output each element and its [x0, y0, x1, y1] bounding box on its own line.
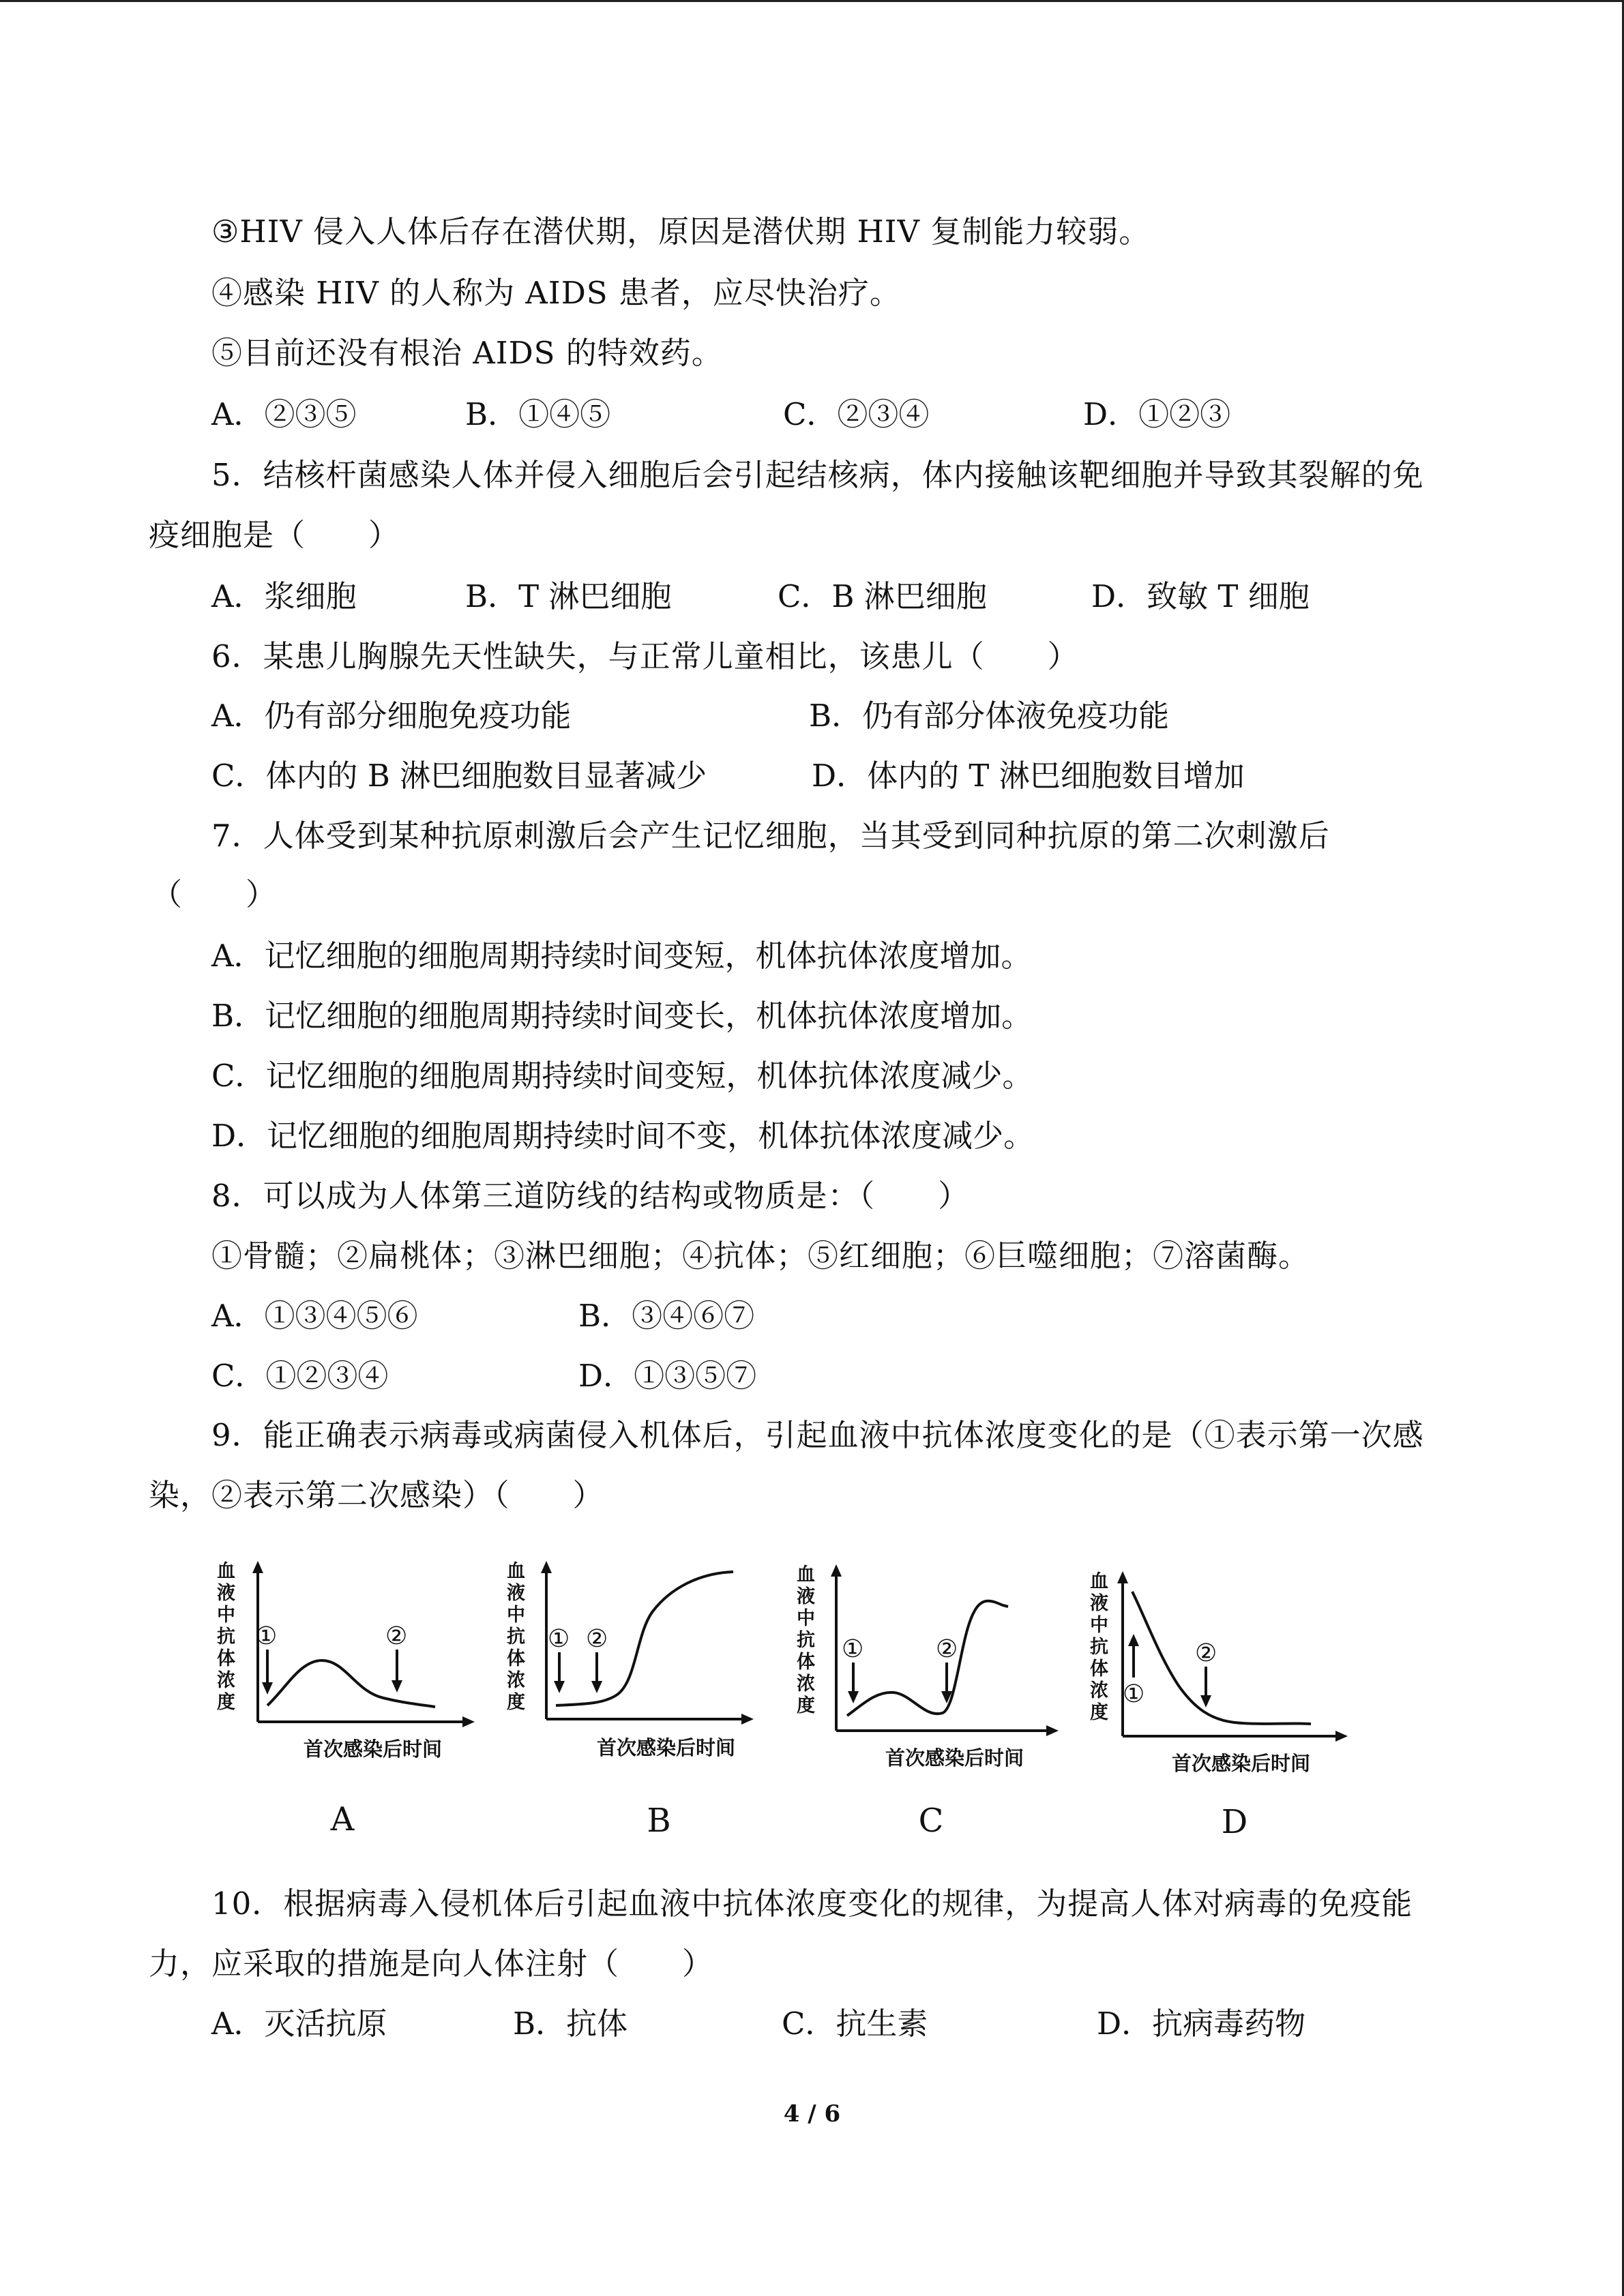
q4-option-d[interactable]: D．①②③	[1083, 396, 1231, 432]
x-axis-label: 首次感染后时间	[597, 1736, 736, 1759]
svg-text:抗: 抗	[797, 1630, 815, 1651]
first-infection-mark: ①	[1123, 1680, 1145, 1708]
q5-stem-line2: 疫细胞是（ ）	[149, 517, 400, 553]
second-infection-mark: ②	[385, 1622, 408, 1650]
page-top-border	[0, 0, 1624, 2]
svg-text:液: 液	[217, 1583, 235, 1604]
q5-option-a[interactable]: A．浆细胞	[211, 578, 357, 614]
svg-text:血: 血	[1090, 1571, 1108, 1592]
svg-text:体: 体	[507, 1648, 525, 1669]
y-axis-label	[507, 1561, 525, 1713]
svg-text:浓: 浓	[1090, 1680, 1108, 1701]
q6-stem: 6．某患儿胸腺先天性缺失，与正常儿童相比，该患儿（ ）	[211, 638, 1079, 674]
q8-option-b[interactable]: B．③④⑥⑦	[578, 1298, 755, 1334]
graph-b-figure	[501, 1558, 767, 1776]
down-arrow-head-icon	[591, 1681, 602, 1693]
graph-b-label: B	[647, 1802, 671, 1840]
svg-text:体: 体	[797, 1652, 815, 1673]
q5-option-d[interactable]: D．致敏 T 细胞	[1091, 578, 1310, 614]
svg-text:血: 血	[507, 1561, 525, 1582]
x-axis-label: 首次感染后时间	[304, 1738, 443, 1761]
graph-a-figure	[211, 1558, 477, 1776]
svg-text:抗: 抗	[507, 1626, 525, 1648]
y-axis-arrow-icon	[252, 1561, 263, 1573]
graph-d-figure	[1084, 1568, 1357, 1787]
q8-option-c[interactable]: C．①②③④	[211, 1358, 389, 1394]
q9-stem-line2: 染，②表示第二次感染）（ ）	[149, 1477, 604, 1513]
q10-option-b[interactable]: B．抗体	[513, 2006, 628, 2042]
down-arrow-head-icon	[392, 1680, 402, 1693]
antibody-curve	[267, 1660, 435, 1707]
q8-option-a[interactable]: A．①③④⑤⑥	[211, 1298, 418, 1334]
q10-option-a[interactable]: A．灭活抗原	[211, 2006, 387, 2042]
q7-option-a[interactable]: A．记忆细胞的细胞周期持续时间变短，机体抗体浓度增加。	[211, 938, 1032, 974]
second-infection-mark: ②	[1195, 1639, 1217, 1667]
q5-option-c[interactable]: C．B 淋巴细胞	[778, 578, 987, 614]
antibody-curve	[847, 1601, 1008, 1716]
svg-text:血: 血	[217, 1561, 235, 1582]
second-infection-mark: ②	[586, 1625, 608, 1653]
svg-text:中: 中	[217, 1605, 235, 1626]
antibody-curve	[556, 1572, 733, 1705]
svg-text:液: 液	[797, 1586, 815, 1607]
first-infection-mark: ①	[255, 1622, 278, 1650]
svg-text:中: 中	[1090, 1615, 1108, 1636]
q6-option-a[interactable]: A．仍有部分细胞免疫功能	[211, 698, 572, 734]
x-axis-arrow-icon	[462, 1716, 475, 1727]
q6-option-b[interactable]: B．仍有部分体液免疫功能	[809, 698, 1170, 734]
x-axis-arrow-icon	[741, 1714, 754, 1725]
q5-option-b[interactable]: B．T 淋巴细胞	[465, 578, 672, 614]
antibody-curve	[1132, 1592, 1311, 1724]
svg-text:液: 液	[507, 1583, 525, 1604]
x-axis-label: 首次感染后时间	[885, 1746, 1024, 1770]
svg-text:体: 体	[1090, 1658, 1108, 1680]
graph-d-label: D	[1221, 1803, 1248, 1841]
y-axis-label	[797, 1564, 815, 1716]
svg-text:度: 度	[217, 1692, 235, 1713]
down-arrow-head-icon	[848, 1691, 859, 1703]
graph-c-figure	[791, 1562, 1064, 1780]
svg-text:度: 度	[507, 1692, 525, 1713]
svg-text:中: 中	[797, 1608, 815, 1629]
first-infection-mark: ①	[842, 1635, 864, 1663]
x-axis-arrow-icon	[1335, 1731, 1348, 1742]
svg-text:抗: 抗	[217, 1626, 235, 1648]
graph-b[interactable]	[501, 1558, 767, 1776]
svg-text:度: 度	[1090, 1702, 1108, 1723]
y-axis-arrow-icon	[831, 1564, 842, 1577]
page-number: 4 / 6	[783, 2100, 841, 2128]
svg-text:抗: 抗	[1090, 1637, 1108, 1658]
q6-option-c[interactable]: C．体内的 B 淋巴细胞数目显著减少	[211, 758, 707, 794]
svg-text:体: 体	[217, 1648, 235, 1669]
y-axis-label	[1090, 1571, 1108, 1723]
x-axis-arrow-icon	[1046, 1725, 1059, 1736]
q4-option-a[interactable]: A．②③⑤	[211, 396, 357, 432]
q10-stem-line1: 10．根据病毒入侵机体后引起血液中抗体浓度变化的规律，为提高人体对病毒的免疫能	[211, 1885, 1413, 1922]
down-arrow-head-icon	[1200, 1695, 1211, 1708]
graph-c[interactable]	[791, 1562, 1064, 1780]
q7-option-b[interactable]: B．记忆细胞的细胞周期持续时间变长，机体抗体浓度增加。	[211, 998, 1033, 1034]
q8-substance-list: ①骨髓；②扁桃体；③淋巴细胞；④抗体；⑤红细胞；⑥巨噬细胞；⑦溶菌酶。	[211, 1238, 1310, 1274]
q5-stem-line1: 5．结核杆菌感染人体并侵入细胞后会引起结核病，体内接触该靶细胞并导致其裂解的免	[211, 457, 1424, 493]
down-arrow-head-icon	[554, 1681, 565, 1693]
q8-option-d[interactable]: D．①③⑤⑦	[578, 1358, 757, 1394]
q10-option-d[interactable]: D．抗病毒药物	[1097, 2006, 1306, 2042]
svg-text:度: 度	[797, 1695, 815, 1716]
first-infection-mark: ①	[548, 1625, 570, 1653]
y-axis-arrow-icon	[1117, 1571, 1128, 1583]
q6-option-d[interactable]: D．体内的 T 淋巴细胞数目增加	[812, 758, 1245, 794]
y-axis-arrow-icon	[541, 1561, 552, 1573]
svg-text:血: 血	[797, 1564, 815, 1585]
svg-text:中: 中	[507, 1605, 525, 1626]
svg-text:浓: 浓	[797, 1673, 815, 1695]
statement-5: ⑤目前还没有根治 AIDS 的特效药。	[211, 335, 723, 371]
statement-3: ③HIV 侵入人体后存在潜伏期，原因是潜伏期 HIV 复制能力较弱。	[211, 213, 1151, 250]
graph-a[interactable]	[211, 1558, 477, 1776]
statement-4: ④感染 HIV 的人称为 AIDS 患者，应尽快治疗。	[211, 275, 901, 311]
graph-d[interactable]	[1084, 1568, 1357, 1787]
up-arrow-head-icon	[1128, 1634, 1139, 1646]
q8-stem: 8．可以成为人体第三道防线的结构或物质是：（ ）	[211, 1178, 970, 1214]
svg-text:浓: 浓	[217, 1670, 235, 1691]
q7-option-c[interactable]: C．记忆细胞的细胞周期持续时间变短，机体抗体浓度减少。	[211, 1058, 1033, 1094]
x-axis-label: 首次感染后时间	[1172, 1752, 1311, 1775]
q10-stem-line2: 力，应采取的措施是向人体注射（ ）	[149, 1945, 714, 1982]
q7-option-d[interactable]: D．记忆细胞的细胞周期持续时间不变，机体抗体浓度减少。	[211, 1118, 1035, 1154]
q10-option-c[interactable]: C．抗生素	[782, 2006, 928, 2042]
q4-option-b[interactable]: B．①④⑤	[465, 396, 611, 432]
q7-stem-line1: 7．人体受到某种抗原刺激后会产生记忆细胞，当其受到同种抗原的第二次刺激后	[211, 818, 1330, 854]
svg-text:浓: 浓	[507, 1670, 525, 1691]
q9-stem-line1: 9．能正确表示病毒或病菌侵入机体后，引起血液中抗体浓度变化的是（①表示第一次感	[211, 1417, 1424, 1453]
q7-stem-line2: （ ）	[151, 876, 278, 912]
y-axis-label	[217, 1561, 235, 1713]
q4-option-c[interactable]: C．②③④	[783, 396, 930, 432]
second-infection-mark: ②	[936, 1635, 958, 1663]
graph-c-label: C	[918, 1802, 944, 1840]
down-arrow-head-icon	[262, 1682, 273, 1695]
svg-text:液: 液	[1090, 1593, 1108, 1614]
graph-a-label: A	[330, 1800, 355, 1838]
